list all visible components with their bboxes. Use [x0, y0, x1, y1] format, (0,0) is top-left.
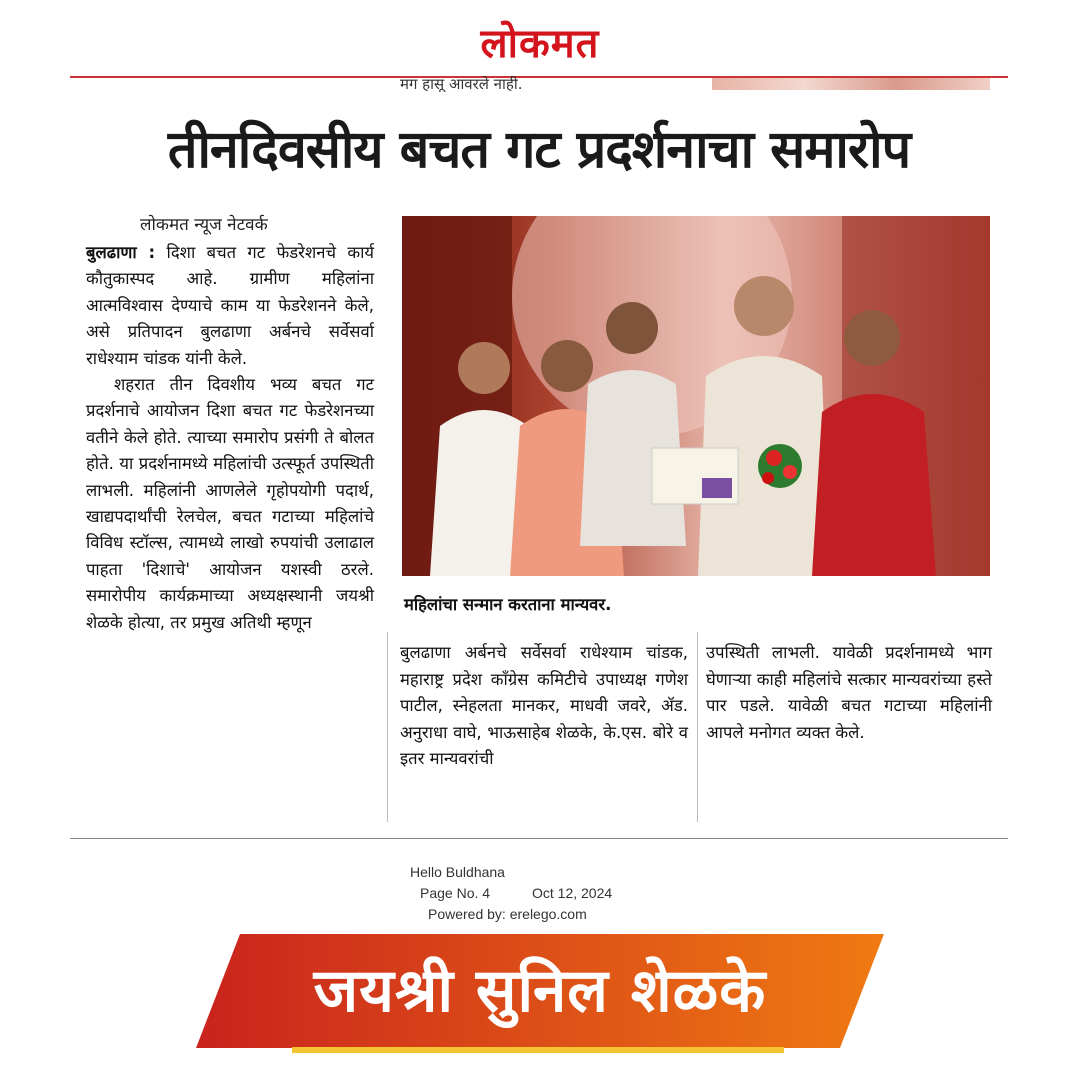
- previous-article-photo-strip: [712, 78, 990, 90]
- column-divider: [697, 632, 698, 822]
- article-headline: तीनदिवसीय बचत गट प्रदर्शनाचा समारोप: [167, 120, 911, 180]
- footer-page-number: Page No. 4: [420, 885, 491, 901]
- column-divider: [387, 632, 388, 822]
- article-paragraph-1: दिशा बचत गट फेडरेशनचे कार्य कौतुकास्पद आहे. ग्रामीण महिलांना आत्मविश्वास देण्याचे काम या फेडरेशनने केले, असे प्रतिपादन बुलढाणा अर्बनचे सर्वेसर्वा राधेश्याम चांडक यांनी केले.: [86, 243, 375, 368]
- previous-article-snippet: मग हासू आवरले नाही.: [400, 76, 523, 92]
- felicitation-photo-illustration: [402, 216, 990, 576]
- footer-edition: Hello Buldhana: [410, 864, 505, 880]
- article-dateline: बुलढाणा :: [86, 243, 156, 262]
- banner-name-text: जयश्री सुनिल शेळके: [313, 956, 767, 1026]
- footer-powered-by: Powered by: erelego.com: [428, 906, 587, 922]
- newspaper-logo: लोकमत: [480, 20, 600, 67]
- banner-underline: [292, 1047, 784, 1053]
- bottom-divider: [70, 838, 1008, 839]
- article-column-middle: बुलढाणा अर्बनचे सर्वेसर्वा राधेश्याम चांडक, महाराष्ट्र प्रदेश काँग्रेस कमिटीचे उपाध्यक्ष गणेश पाटील, स्नेहलता मानकर, माधवी जवरे, ॲड. अनुराधा वाघे, भाऊसाहेब शेळके, के.एस. बोरे व इतर मान्यवरांची: [400, 643, 688, 769]
- article-byline: लोकमत न्यूज नेटवर्क: [140, 215, 268, 235]
- footer-date: Oct 12, 2024: [532, 885, 613, 901]
- article-paragraph-2: शहरात तीन दिवशीय भव्य बचत गट प्रदर्शनाचे आयोजन दिशा बचत गट फेडरेशनच्या वतीने केले होते. त्याच्या समारोप प्रसंगी ते बोलत होते. या प्रदर्शनामध्ये महिलांची उत्स्फूर्त उपस्थिती लाभली. महिलांनी आणलेले गृहोपयोगी पदार्थ, खाद्यपदार्थांची रेलचेल, बचत गटाच्या महिलांचे विविध स्टॉल्स, त्यामध्ये लाखो रुपयांची उलाढाल पाहता 'दिशाचे' आयोजन यशस्वी ठरले. समारोपीय कार्यक्रमाच्या अध्यक्षस्थानी जयश्री शेळके होत्या, तर प्रमुख अतिथी म्हणून: [86, 375, 374, 632]
- article-column-right: उपस्थिती लाभली. यावेळी प्रदर्शनामध्ये भाग घेणाऱ्या काही महिलांचे सत्कार मान्यवरांच्या हस्ते पार पडले. यावेळी बचत गटाच्या महिलांनी आपले मनोगत व्यक्त केले.: [706, 643, 992, 742]
- photo-caption: महिलांचा सन्मान करताना मान्यवर.: [404, 595, 612, 614]
- article-photo: [402, 216, 990, 576]
- article-column-left: [86, 240, 374, 636]
